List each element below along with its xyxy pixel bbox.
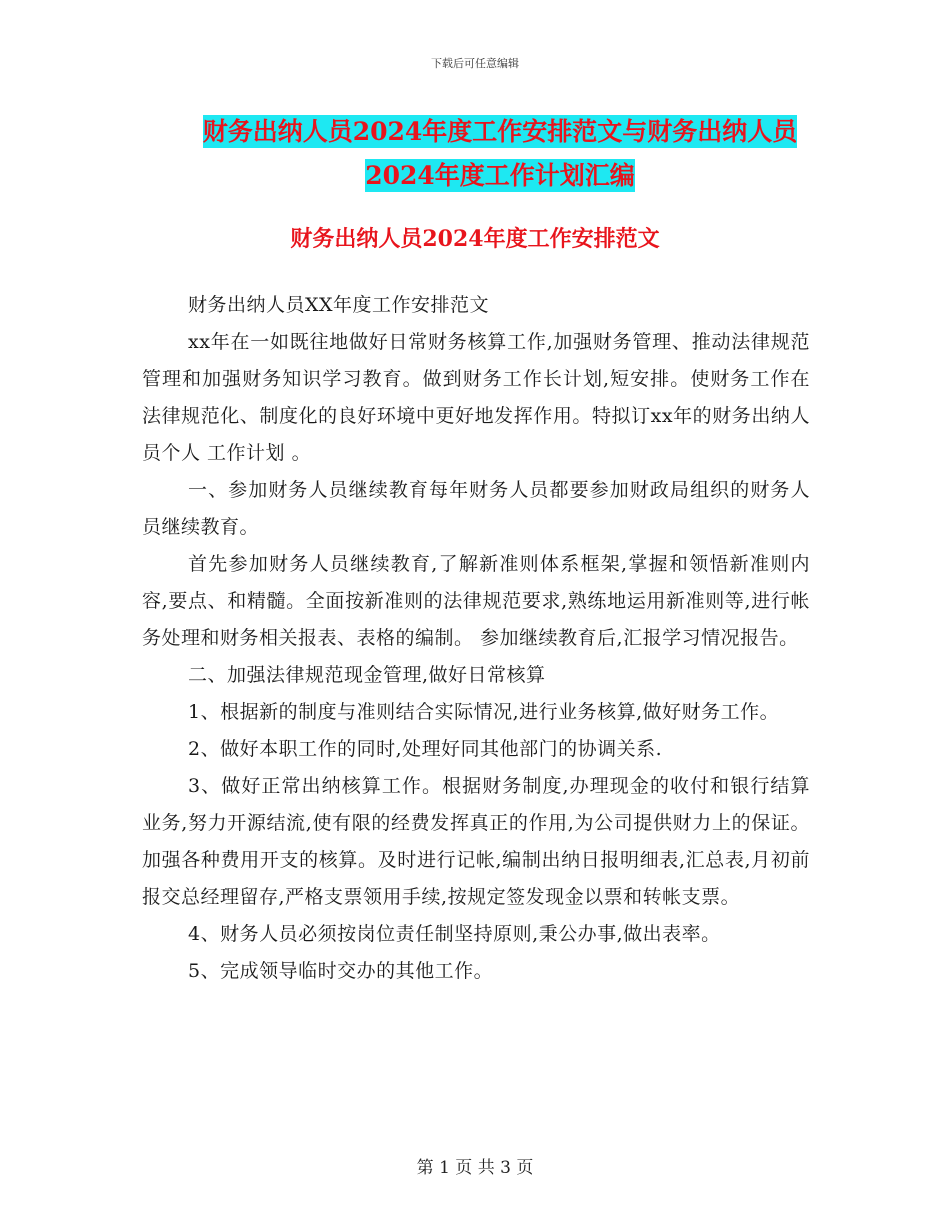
paragraph: 一、参加财务人员继续教育每年财务人员都要参加财政局组织的财务人员继续教育。 — [142, 479, 810, 538]
paragraph: 首先参加财务人员继续教育,了解新准则体系框架,掌握和领悟新准则内容,要点、和精髓。全面按新准则的法律规范要求,熟练地运用新准则等,进行帐务处理和财务相关报表、表格的编制。 参加继续教育后,汇报学习情况报告。 — [142, 553, 810, 649]
section-title: 财务出纳人员2024年度工作安排范文 — [290, 226, 660, 252]
title-line-1: 财务出纳人员2024年度工作安排范文与财务出纳人员 — [202, 117, 798, 146]
document-body — [142, 287, 810, 990]
paragraph: 2、做好本职工作的同时,处理好同其他部门的协调关系. — [188, 738, 663, 760]
paragraph: 财务出纳人员XX年度工作安排范文 — [188, 294, 490, 316]
header-note: 下载后可任意编辑 — [431, 57, 519, 70]
paragraph: xx年在一如既往地做好日常财务核算工作,加强财务管理、推动法律规范管理和加强财务知识学习教育。做到财务工作长计划,短安排。使财务工作在法律规范化、制度化的良好环境中更好地发挥作用。特拟订xx年的财务出纳人员个人 工作计划 。 — [142, 331, 810, 464]
document-title — [140, 110, 860, 198]
paragraph: 5、完成领导临时交办的其他工作。 — [188, 960, 494, 982]
title-line-2: 2024年度工作计划汇编 — [365, 161, 635, 190]
page-footer: 第 1 页 共 3 页 — [416, 1158, 534, 1178]
paragraph: 4、财务人员必须按岗位责任制坚持原则,秉公办事,做出表率。 — [188, 923, 721, 945]
paragraph: 二、加强法律规范现金管理,做好日常核算 — [188, 664, 546, 686]
paragraph: 3、做好正常出纳核算工作。根据财务制度,办理现金的收付和银行结算业务,努力开源结流,使有限的经费发挥真正的作用,为公司提供财力上的保证。加强各种费用开支的核算。及时进行记帐,编制出纳日报明细表,汇总表,月初前报交总经理留存,严格支票领用手续,按规定签发现金以票和转帐支票。 — [142, 775, 810, 908]
paragraph: 1、根据新的制度与准则结合实际情况,进行业务核算,做好财务工作。 — [188, 701, 780, 723]
